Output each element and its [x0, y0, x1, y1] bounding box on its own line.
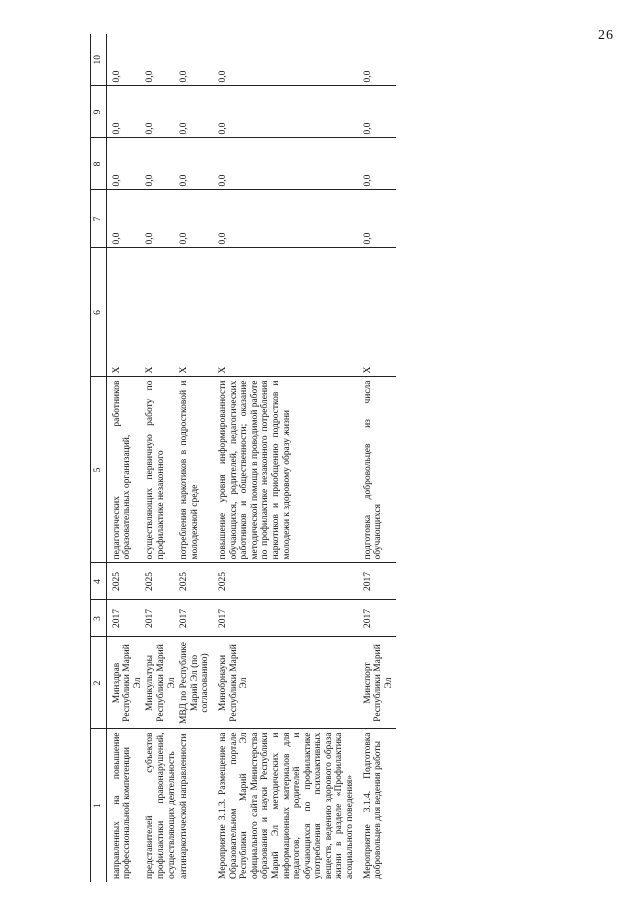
table-header-row [91, 34, 107, 882]
value-cell-10: 0,0 [145, 34, 179, 86]
start-year-cell: 2017 [179, 600, 213, 637]
header-col-9: 9 [91, 86, 107, 138]
header-col-5: 5 [91, 377, 107, 563]
header-col-3: 3 [91, 600, 107, 637]
expected-result-cell: подготовка добровольцев из числа обучающихся [358, 377, 397, 563]
value-cell-8: 0,0 [213, 138, 358, 190]
start-year-cell: 2017 [213, 600, 358, 637]
mark-cell: X [106, 248, 145, 377]
expected-result-cell: повышение уровня информированности обучающихся, родителей, педагогических работников и общественности; оказание методической помощи в проводимой работе по профилактике незаконного потребления наркотиков и приобщению подростков и молодежи к здоровому образу жизни [213, 377, 358, 563]
activity-cell: Мероприятие 3.1.4. Подготовка добровольцев для ведения работы [362, 732, 384, 879]
value-cell-10: 0,0 [179, 34, 213, 86]
activity-cell: направленных на повышение профессиональной компетенции [111, 732, 133, 879]
expected-result-cell: педагогических работников образовательных организаций, [106, 377, 145, 563]
header-col-1: 1 [91, 729, 107, 882]
value-cell-7: 0,0 [145, 190, 179, 248]
end-year-cell: 2017 [358, 563, 397, 600]
start-year-cell: 2017 [106, 600, 145, 637]
end-year-cell: 2025 [106, 563, 145, 600]
table-row [358, 34, 397, 882]
activity-cell: представителей субъектов профилактики правонарушений, осуществляющих деятельность [145, 732, 177, 879]
page-number: 26 [598, 28, 614, 43]
value-cell-8: 0,0 [106, 138, 145, 190]
mark-cell: X [213, 248, 358, 377]
table-row [145, 34, 179, 882]
header-col-2: 2 [91, 637, 107, 729]
start-year-cell: 2017 [145, 600, 179, 637]
value-cell-7: 0,0 [106, 190, 145, 248]
expected-result-cell: осуществляющих первичную работу по профилактике незаконного [145, 377, 179, 563]
executor-cell: Минкультуры Республики Марий Эл [145, 637, 179, 729]
value-cell-9: 0,0 [358, 86, 397, 138]
executor-cell: Минздрав Республики Марий Эл [106, 637, 145, 729]
value-cell-10: 0,0 [106, 34, 145, 86]
executor-cell: Минобрнауки Республики Марий Эл [213, 637, 358, 729]
value-cell-7: 0,0 [213, 190, 358, 248]
value-cell-9: 0,0 [213, 86, 358, 138]
header-col-4: 4 [91, 563, 107, 600]
value-cell-8: 0,0 [179, 138, 213, 190]
activity-cell: Мероприятие 3.1.3. Размещение на Образовательном портале Республики Марий Эл официального сайта Министерства образования и науки Республики Марий Эл методических и информационных материалов для педагогов, родителей и обучающихся по профилактике употребления психоактивных веществ, ведению здорового образа жизни в разделе «Профилактика асоциального поведения» [217, 732, 356, 879]
mark-cell: X [179, 248, 213, 377]
table-row [179, 34, 213, 882]
table-row [213, 34, 358, 882]
value-cell-8: 0,0 [358, 138, 397, 190]
value-cell-10: 0,0 [358, 34, 397, 86]
header-col-6: 6 [91, 248, 107, 377]
header-col-7: 7 [91, 190, 107, 248]
value-cell-9: 0,0 [106, 86, 145, 138]
start-year-cell: 2017 [358, 600, 397, 637]
activity-cell: антинаркотической направленности [179, 733, 190, 879]
program-activities-table [90, 34, 396, 882]
value-cell-10: 0,0 [213, 34, 358, 86]
value-cell-7: 0,0 [358, 190, 397, 248]
mark-cell: X [358, 248, 397, 377]
mark-cell: X [145, 248, 179, 377]
end-year-cell: 2025 [213, 563, 358, 600]
value-cell-9: 0,0 [145, 86, 179, 138]
executor-cell: МВД по Республике Марий Эл (по согласованию) [179, 637, 213, 729]
expected-result-cell: потребления наркотиков в подростковой и молодежной среде [179, 377, 213, 563]
header-col-8: 8 [91, 138, 107, 190]
end-year-cell: 2025 [145, 563, 179, 600]
end-year-cell: 2025 [179, 563, 213, 600]
value-cell-9: 0,0 [179, 86, 213, 138]
value-cell-7: 0,0 [179, 190, 213, 248]
table-row [106, 34, 145, 882]
rotated-table-container [90, 34, 638, 882]
header-col-10: 10 [91, 34, 107, 86]
value-cell-8: 0,0 [145, 138, 179, 190]
executor-cell: Минспорт Республики Марий Эл [358, 637, 397, 729]
